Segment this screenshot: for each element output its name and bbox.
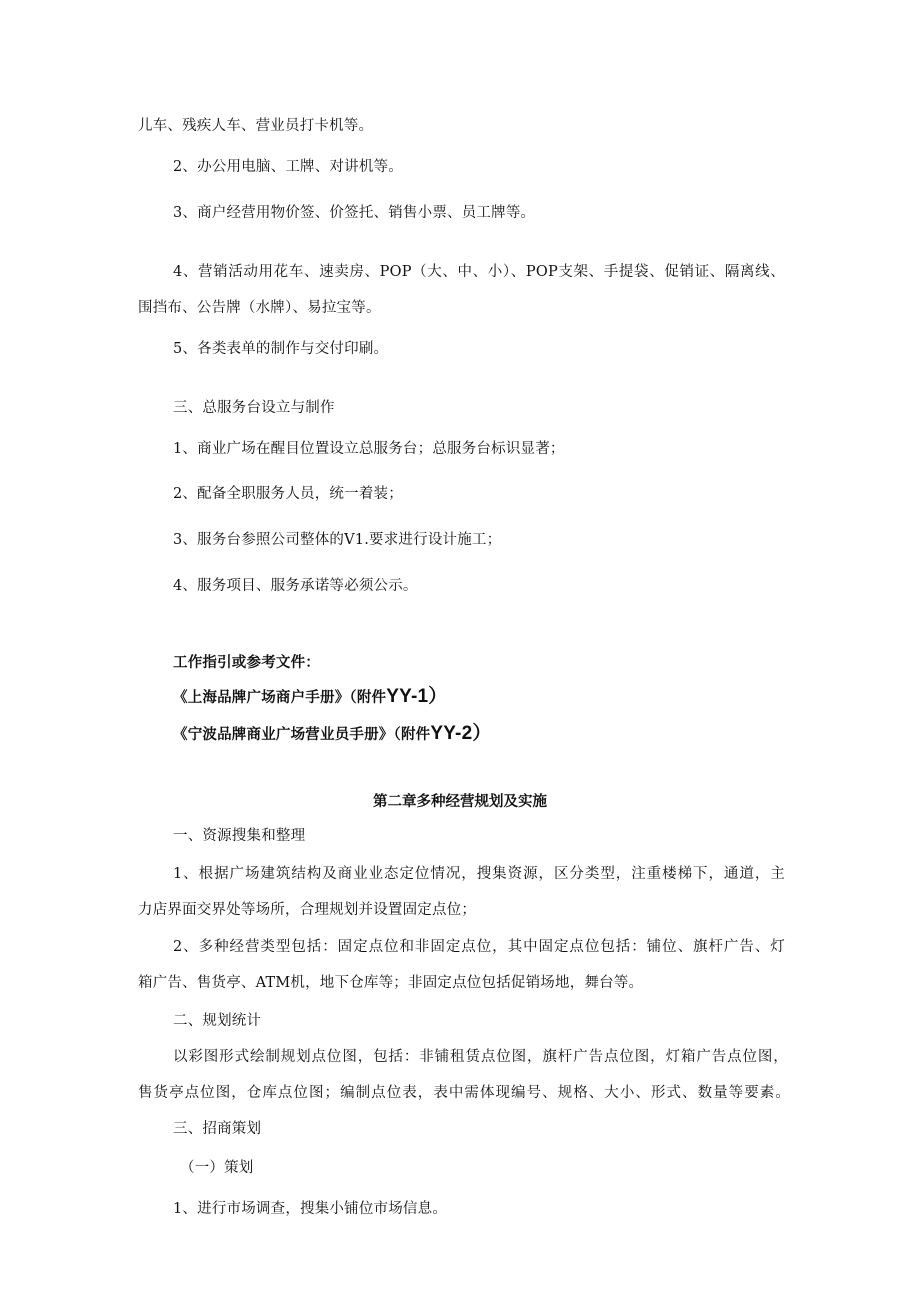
chapter-title: 第二章多种经营规划及实施 [373,794,547,810]
list-item: 3、服务台参照公司整体的V1.要求进行设计施工； [173,532,502,548]
list-item: 3、商户经营用物价签、价签托、销售小票、员工牌等。 [173,205,536,221]
list-item: 2、办公用电脑、工牌、对讲机等。 [173,159,403,175]
list-item: 2、配备全职服务人员，统一着装； [173,486,403,502]
reference-doc-1 [173,687,447,708]
reference-title: 工作指引或参考文件： [173,655,320,671]
reference-doc-2-code: YY-2 [430,723,473,744]
text-line: 儿车、残疾人车、营业员打卡机等。 [138,118,374,134]
section-heading: 三、总服务台设立与制作 [173,400,335,416]
reference-doc-1-close: ） [428,686,448,707]
section-heading: 一、资源搜集和整理 [173,828,306,844]
list-item: 1、根据广场建筑结构及商业业态定位情况，搜集资源，区分类型，注重楼梯下，通道，主 [173,866,785,882]
text-line: 售货亭点位图，仓库点位图；编制点位表，表中需体现编号、规格、大小、形式、数量等要素。 [138,1085,790,1101]
subsection-heading: （一）策划 [180,1160,254,1176]
section-heading: 三、招商策划 [173,1121,262,1137]
reference-doc-2 [173,724,492,745]
list-item: 4、营销活动用花车、速卖房、POP（大、中、小）、POP支架、手提袋、促销证、隔离线、 [173,264,785,280]
reference-doc-2-close: ） [472,723,492,744]
list-item: 1、进行市场调查，搜集小铺位市场信息。 [173,1201,448,1217]
section-heading: 二、规划统计 [173,1013,262,1029]
list-item: 1、商业广场在醒目位置设立总服务台；总服务台标识显著； [173,441,565,457]
text-line: 力店界面交界处等场所，合理规划并设置固定点位； [138,902,477,918]
list-item: 2、多种经营类型包括：固定点位和非固定点位，其中固定点位包括：铺位、旗杆广告、灯 [173,939,785,955]
text-line: 箱广告、售货亭、ATM机，地下仓库等；非固定点位包括促销场地，舞台等。 [138,975,644,991]
list-item: 4、服务项目、服务承诺等必须公示。 [173,578,418,594]
text-line: 以彩图形式绘制规划点位图，包括：非铺租赁点位图，旗杆广告点位图，灯箱广告点位图， [173,1049,788,1065]
list-item: 5、各类表单的制作与交付印刷。 [173,341,389,357]
text-line: 围挡布、公告牌（水牌）、易拉宝等。 [138,300,381,316]
reference-doc-1-code: YY-1 [386,686,429,707]
reference-doc-1-name: 《上海品牌广场商户手册》（附件 [173,690,387,706]
reference-doc-2-name: 《宁波品牌商业广场营业员手册》（附件 [173,727,431,743]
